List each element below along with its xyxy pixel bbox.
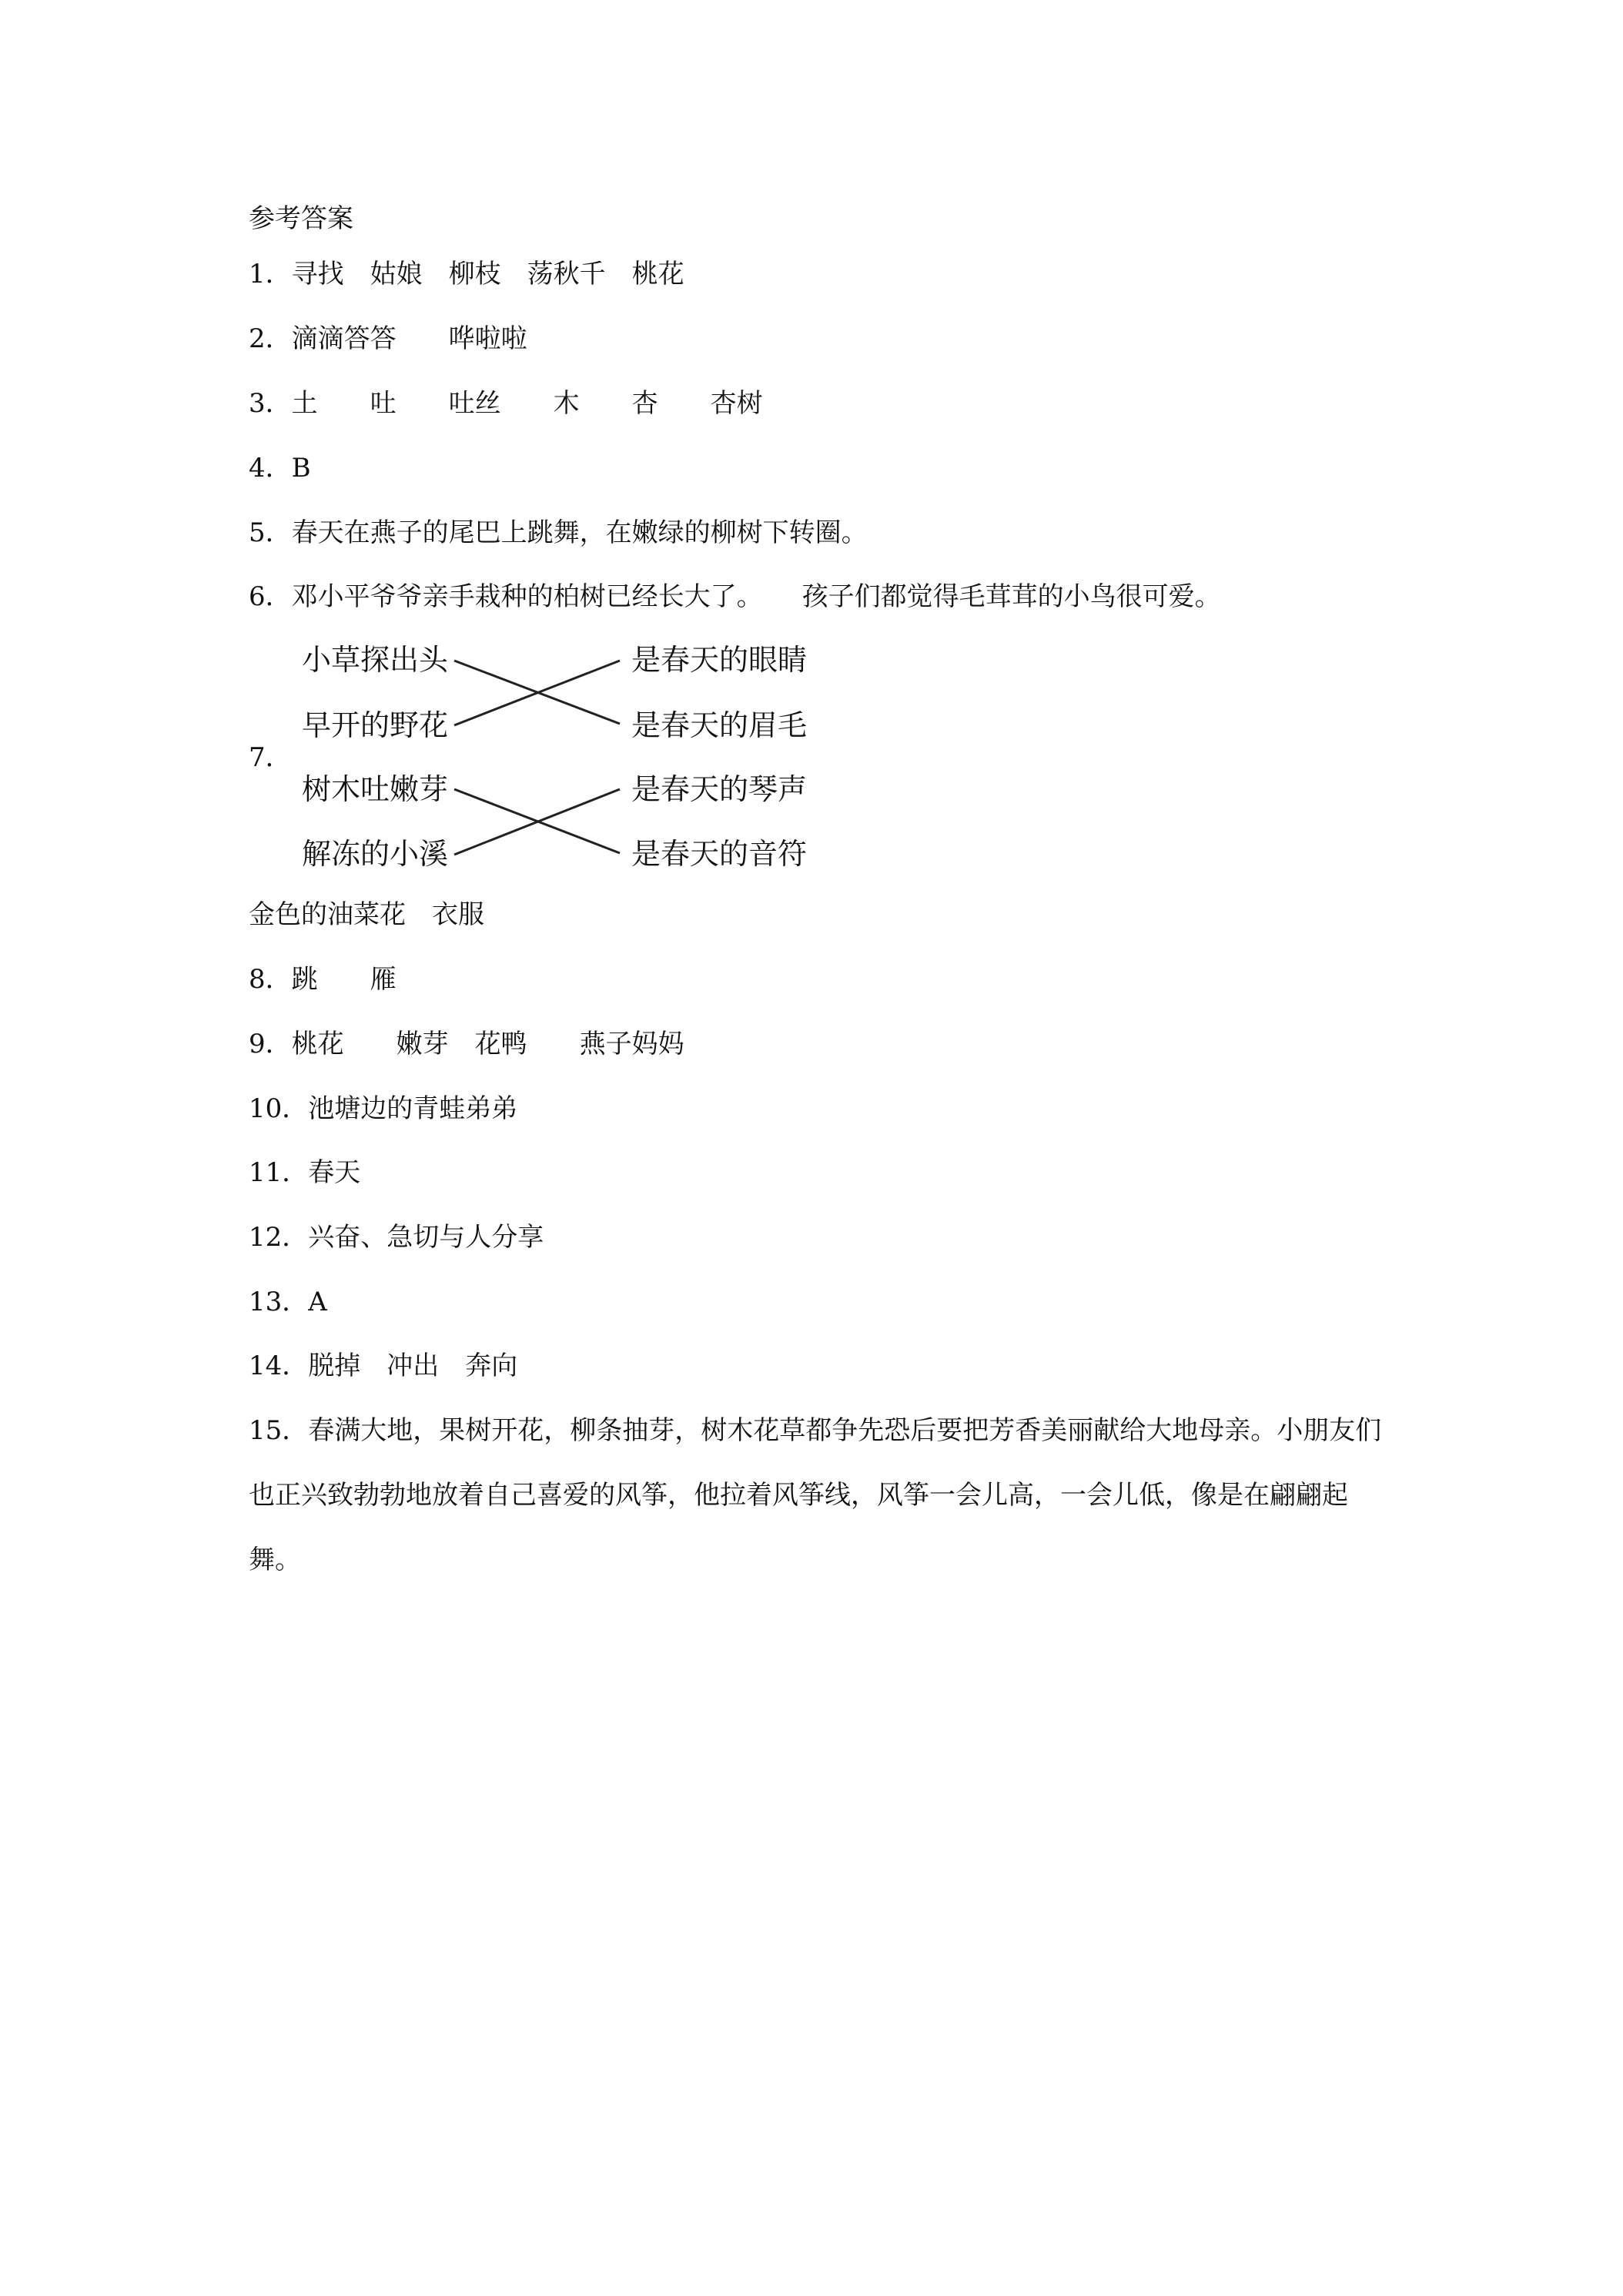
match-right-1: 是春天的眼睛 <box>631 643 808 677</box>
match-left-2: 早开的野花 <box>302 708 449 742</box>
answer-2: 2．滴滴答答 哗啦啦 <box>249 323 527 354</box>
page-title: 参考答案 <box>249 203 353 234</box>
match-right-4: 是春天的音符 <box>631 837 808 871</box>
match-right-2: 是春天的眉毛 <box>631 708 808 742</box>
answer-10: 10．池塘边的青蛙弟弟 <box>249 1093 518 1124</box>
answer-4: 4．B <box>249 453 311 484</box>
answer-15: 15．春满大地，果树开花，柳条抽芽，树木花草都争先恐后要把芳香美丽献给大地母亲。小朋友们也正兴致勃勃地放着自己喜爱的风筝，他拉着风筝线，风筝一会儿高，一会儿低，像是在翩翩起舞。 <box>249 1415 1382 1575</box>
answer-3: 3．土 吐 吐丝 木 杏 杏树 <box>249 388 763 419</box>
answer-5: 5．春天在燕子的尾巴上跳舞，在嫩绿的柳树下转圈。 <box>249 517 868 548</box>
answer-7-number: 7． <box>249 742 292 773</box>
answer-9: 9．桃花 嫩芽 花鸭 燕子妈妈 <box>249 1029 684 1059</box>
answer-7-extra: 金色的油菜花 衣服 <box>249 899 484 930</box>
match-left-4: 解冻的小溪 <box>302 837 449 871</box>
answer-1: 1．寻找 姑娘 柳枝 荡秋千 桃花 <box>249 259 684 290</box>
answer-8: 8．跳 雁 <box>249 964 397 995</box>
match-left-1: 小草探出头 <box>302 643 449 677</box>
answer-11: 11．春天 <box>249 1157 361 1188</box>
answer-14: 14．脱掉 冲出 奔向 <box>249 1350 518 1381</box>
answer-12: 12．兴奋、急切与人分享 <box>249 1222 544 1253</box>
match-left-3: 树木吐嫩芽 <box>302 772 449 806</box>
match-right-3: 是春天的琴声 <box>631 772 808 806</box>
answer-13: 13．A <box>249 1287 327 1317</box>
answer-6: 6．邓小平爷爷亲手栽种的柏树已经长大了。 孩子们都觉得毛茸茸的小鸟很可爱。 <box>249 581 1221 612</box>
matching-figure <box>293 631 832 882</box>
